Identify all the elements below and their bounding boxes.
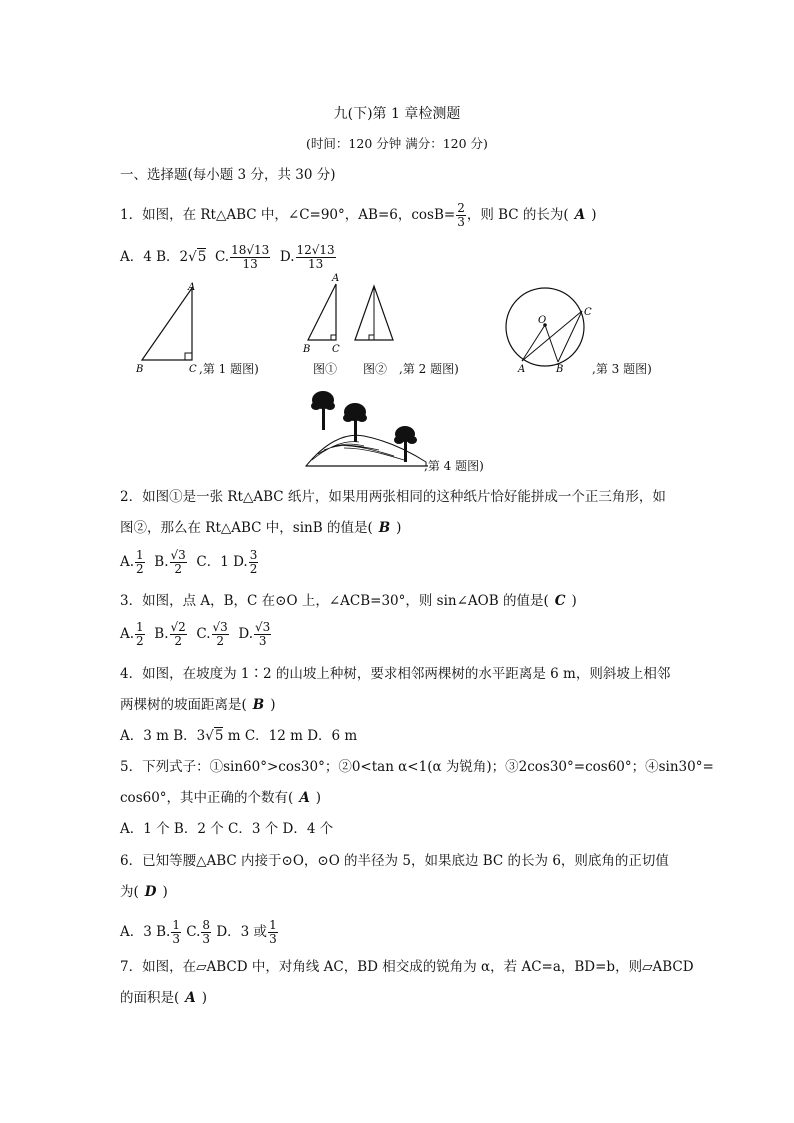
figure-2-caption: ,第 2 题图) [399,362,459,376]
q3-opt-c-den: 2 [216,634,224,648]
q3-opt-a-den: 2 [136,634,144,648]
q1-stem-a: 1．如图，在 Rt△ABC 中，∠C=90°，AB=6，cosB= [120,207,456,223]
q1-opt-c-frac [230,244,270,271]
figure-4-hillside-trees [304,384,429,470]
q6-close: ) [162,884,168,900]
q2-opt-d-den: 2 [249,562,258,576]
q5-line2: cos60°，其中正确的个数有( [120,790,294,806]
fig3-label-c: C [584,307,592,318]
q3-opt-a-num: 1 [136,620,144,634]
q1-opt-c-den: 13 [242,257,258,271]
figure-2-triangles [298,270,408,358]
fig1-right-angle-mark [185,353,192,360]
q6-opt-b-num: 1 [172,918,180,932]
q3-opt-b-num: √2 [170,620,186,634]
fig1-label-b: B [136,364,144,375]
fig2a-right-angle-mark [331,335,336,340]
question-6-line-1: 6．已知等腰△ABC 内接于⊙O，⊙O 的半径为 5，如果底边 BC 的长为 6，则底角的正切值 [120,853,669,869]
q2-opt-b-frac [170,549,187,576]
q3-answer: C [554,593,566,609]
fig3-segment-oa [522,325,545,361]
q6-opt-d-den: 3 [269,932,277,946]
q2-opt-d-frac [249,549,259,576]
figure-1-caption: ,第 1 题图) [199,362,259,376]
q3-opt-a-frac [135,621,145,648]
q6-opt-c-num: 8 [202,918,211,932]
fig3-segment-ob [545,325,558,362]
q4-opt-b-radicand: 5 [214,728,224,744]
question-3-options [120,621,272,648]
question-5-options: A．1 个 B．2 个 C．3 个 D．4 个 [120,821,334,837]
fig3-label-b: B [556,364,564,375]
q6-opt-d-label: D．3 或 [212,924,268,940]
q3-opt-d-frac [254,621,271,648]
figure-3-circle [500,283,600,375]
q1-opt-c-num: 18√13 [231,243,270,257]
q2-opt-a-frac [135,549,145,576]
q3-opt-c-label: C. [196,626,211,642]
figure-4-caption: ,第 4 题图) [424,459,484,473]
q1-opt-d-frac [296,244,336,271]
q1-close: ) [591,207,597,223]
q6-opt-d-num: 1 [269,918,277,932]
q6-opt-d-frac [268,919,278,946]
q1-fraction [456,202,466,229]
question-3-line-1 [120,591,577,611]
q3-opt-d-label: D. [238,626,254,642]
q1-frac-den: 3 [457,215,465,229]
fig1-label-c: C [189,364,197,375]
question-5-line-1: 5．下列式子：①sin60°>cos30°；②0<tan α<1(α 为锐角)；③2cos30°=cos60°；④sin30°= [120,759,714,775]
figure-2-sub2: 图② [363,362,388,376]
q6-opt-c-label: C. [181,924,201,940]
q3-opt-b-den: 2 [174,634,182,648]
q3-opt-b-frac [170,621,187,648]
question-1-options [120,244,337,271]
q1-opt-d-den: 13 [307,257,324,271]
fig2b-right-angle-mark [369,335,374,340]
fig2-right-triangle [308,284,336,340]
q2-opt-d-num: 3 [249,548,258,562]
fig3-circle-o [506,288,584,366]
question-4-line-1: 4．如图，在坡度为 1∶2 的山坡上种树，要求相邻两棵树的水平距离是 6 m，则斜坡上相邻 [120,666,671,682]
q6-opt-c-frac [201,919,211,946]
q3-opt-d-den: 3 [258,634,267,648]
q2-opt-a-label: A. [120,554,135,570]
q6-answer: D [144,884,157,900]
q4-opts-a: A．3 m B．3 [120,728,206,744]
fig3-segment-bc [558,311,582,362]
q1-opt-d-label: D. [279,249,295,265]
fig1-label-a: A [188,282,196,293]
q4-close: ) [270,697,276,713]
q2-opt-a-den: 2 [136,562,144,576]
q2-close: ) [396,520,402,536]
q4-answer: B [252,697,265,713]
q4-line2: 两棵树的坡面距离是( [120,697,247,713]
question-4-line-2 [120,695,275,715]
q6-opt-c-den: 3 [202,932,211,946]
q2-opt-a-num: 1 [136,548,144,562]
fig2-label-a: A [332,273,340,284]
question-1-stem [120,202,596,229]
question-5-line-2 [120,788,321,808]
q3-opt-a-label: A. [120,626,135,642]
question-7-line-2 [120,988,207,1008]
fig1-triangle [142,288,192,360]
q6-opt-b-den: 3 [172,932,180,946]
q1-opt-b-radicand: 5 [197,249,207,265]
fig2-label-c: C [332,344,340,355]
q3-close: ) [571,593,577,609]
q6-opt-b-frac [171,919,181,946]
fig4-tree-1 [311,391,335,430]
q6-opt-a: A．3 B. [120,924,171,940]
q2-opt-cd-label: C．1 D. [196,554,248,570]
q1-answer: A [574,207,586,223]
figure-2-sub1: 图① [313,362,338,376]
q1-opt-a: A．4 B．2 [120,249,189,265]
question-6-line-2 [120,882,168,902]
question-2-options [120,549,259,576]
q2-opt-b-den: 2 [174,562,182,576]
q5-close: ) [315,790,322,806]
q2-line2: 图②，那么在 Rt△ABC 中，sinB 的值是( [120,520,373,536]
q7-close: ) [201,990,208,1006]
q3-opt-c-num: √3 [212,620,228,634]
q5-answer: A [299,790,310,806]
q1-sqrt: √5 [188,249,207,265]
q1-opt-c-label: C. [214,249,230,265]
figure-3-caption: ,第 3 题图) [592,362,652,376]
q1-opt-d-num: 12√13 [296,243,335,257]
question-2-line-2 [120,518,401,538]
section-heading: 一、选择题(每小题 3 分，共 30 分) [120,167,336,183]
q4-opts-b: m C．12 m D．6 m [223,728,358,744]
q3-opt-b-label: B. [154,626,169,642]
q1-frac-num: 2 [457,201,465,215]
q2-opt-b-num: √3 [170,548,186,562]
q7-line2: 的面积是( [120,990,180,1006]
fig2-label-b: B [303,344,311,355]
page-title: 九(下)第 1 章检测题 [333,106,461,122]
question-6-options [120,919,279,946]
page-subtitle: (时间：120 分钟 满分：120 分) [306,136,488,151]
q7-answer: A [185,990,196,1006]
q2-opt-b-label: B. [154,554,169,570]
q6-line2: 为( [120,884,139,900]
q3-opt-c-frac [212,621,229,648]
q1-stem-b: ，则 BC 的长为( [466,207,569,223]
question-2-line-1: 2．如图①是一张 Rt△ABC 纸片，如果用两张相同的这种纸片恰好能拼成一个正三角形，如 [120,489,666,505]
q3-opt-d-num: √3 [255,620,271,634]
q2-answer: B [378,520,391,536]
fig3-label-o: O [538,315,547,326]
question-4-options: A．3 m B．3√5 m C．12 m D．6 m [120,728,358,744]
question-7-line-1: 7．如图，在▱ABCD 中，对角线 AC，BD 相交成的锐角为 α，若 AC=a，BD=b，则▱ABCD [120,959,694,975]
fig3-label-a: A [518,364,526,375]
q3-line1: 3．如图，点 A，B，C 在⊙O 上，∠ACB=30°，则 sin∠AOB 的值是( [120,593,549,609]
